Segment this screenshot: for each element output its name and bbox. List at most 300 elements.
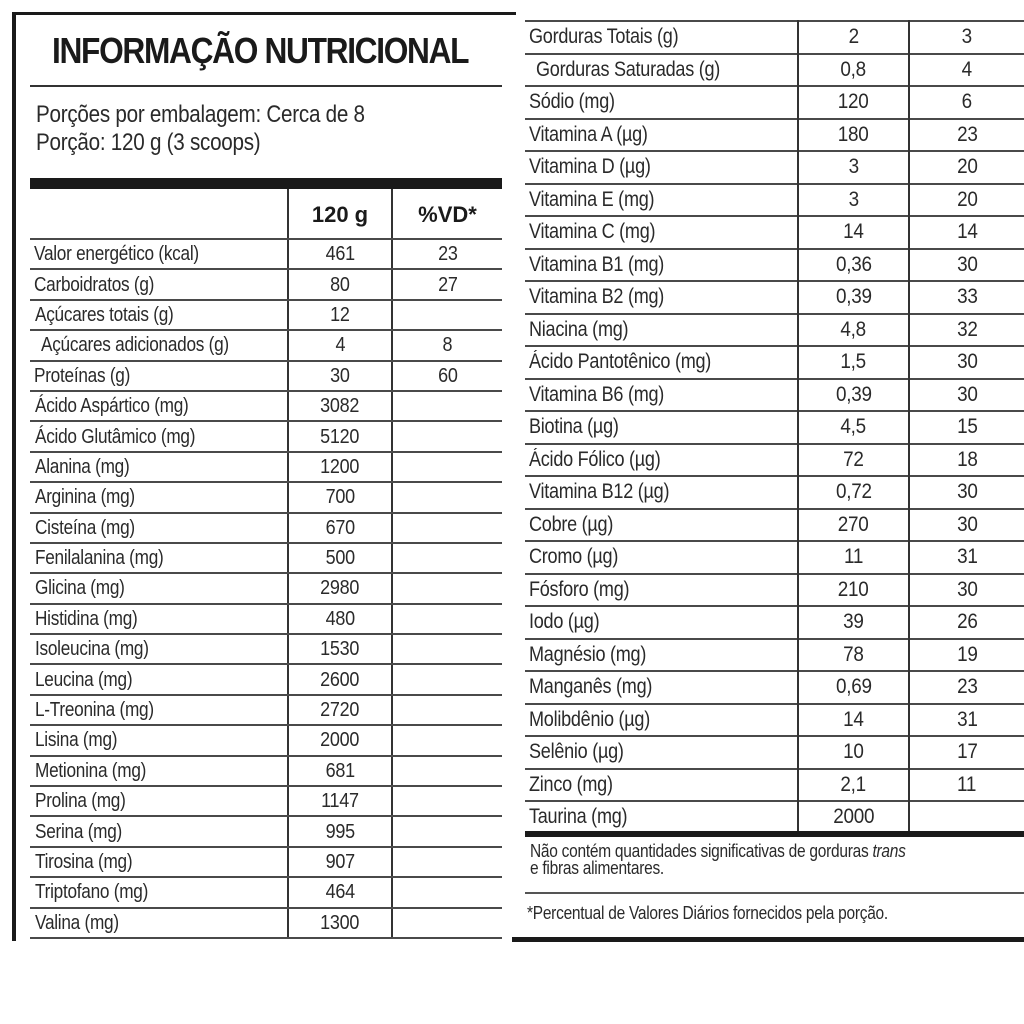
nutrient-name-cell: [30, 330, 288, 360]
nutrient-name: Fósforo (mg): [529, 577, 630, 601]
table-row: [30, 573, 502, 603]
nutrient-name-cell: [30, 786, 288, 816]
nutrient-dv: 30: [956, 350, 978, 374]
nutrient-name-cell: [30, 543, 288, 573]
nutrient-amount: 120: [838, 90, 869, 114]
nutrient-name-cell: [525, 54, 798, 87]
left-table-body: [30, 239, 502, 938]
nutrient-name-cell: [525, 346, 798, 379]
trans-fat-note: [530, 843, 906, 877]
nutrient-amount-cell: [288, 786, 392, 816]
table-row: [525, 704, 1024, 737]
nutrient-amount: 2980: [320, 577, 360, 600]
nutrition-table-right: [525, 20, 1024, 833]
nutrient-name-cell: [30, 664, 288, 694]
nutrient-amount-cell: [288, 634, 392, 664]
nutrient-dv-cell: [909, 314, 1024, 347]
nutrient-dv: 14: [956, 220, 978, 244]
nutrient-amount: 210: [838, 577, 869, 601]
nutrient-name-cell: [525, 119, 798, 152]
nutrient-amount-cell: [288, 877, 392, 907]
nutrient-amount: 0,39: [835, 382, 872, 406]
nutrient-name: Valina (mg): [35, 911, 119, 934]
nutrient-dv-cell: [909, 346, 1024, 379]
nutrient-amount-cell: [798, 54, 909, 87]
nutrient-dv: 27: [437, 273, 458, 296]
nutrient-amount: 0,72: [835, 480, 872, 504]
nutrient-name-cell: [525, 216, 798, 249]
nutrient-name: Fenilalanina (mg): [35, 547, 164, 570]
nutrient-name-cell: [525, 769, 798, 802]
nutrient-dv-cell: [392, 816, 502, 846]
nutrient-name-cell: [30, 604, 288, 634]
nutrient-name: Valor energético (kcal): [34, 243, 199, 266]
nutrient-name: Sódio (mg): [529, 90, 615, 114]
trans-fat-note-italic: trans: [872, 841, 906, 861]
table-row: [525, 379, 1024, 412]
nutrient-name: Cobre (µg): [529, 512, 614, 536]
nutrient-amount-cell: [288, 391, 392, 421]
nutrient-amount-cell: [288, 452, 392, 482]
nutrient-name-cell: [30, 482, 288, 512]
nutrient-dv: 3: [961, 25, 973, 49]
nutrient-amount-cell: [288, 361, 392, 391]
nutrient-amount-cell: [798, 21, 909, 54]
nutrient-name-cell: [30, 725, 288, 755]
left-panel-side-border: [12, 12, 16, 941]
nutrient-dv-cell: [909, 54, 1024, 87]
nutrient-name: Manganês (mg): [529, 675, 653, 699]
table-row: [30, 816, 502, 846]
nutrient-dv-cell: [909, 639, 1024, 672]
column-header-nutrient: [30, 189, 288, 239]
footnote-divider: [525, 892, 1024, 894]
table-row: [30, 269, 502, 299]
nutrient-amount-cell: [798, 249, 909, 282]
nutrient-name: Gorduras Saturadas (g): [536, 57, 721, 81]
nutrient-dv-cell: [392, 330, 502, 360]
serving-size: Porção: 120 g (3 scoops): [36, 129, 261, 156]
nutrient-amount-cell: [798, 574, 909, 607]
nutrient-dv-cell: [909, 444, 1024, 477]
table-row: [30, 330, 502, 360]
nutrient-amount: 14: [843, 220, 864, 244]
nutrient-dv-cell: [392, 756, 502, 786]
nutrient-amount-cell: [288, 269, 392, 299]
table-row: [525, 736, 1024, 769]
nutrient-name-cell: [525, 476, 798, 509]
nutrient-name-cell: [525, 249, 798, 282]
nutrient-amount: 78: [843, 642, 864, 666]
nutrient-dv-cell: [909, 606, 1024, 639]
nutrient-amount-cell: [798, 119, 909, 152]
nutrient-name: Selênio (µg): [529, 740, 624, 764]
nutrient-name: Proteínas (g): [34, 364, 131, 387]
nutrient-amount: 480: [325, 607, 355, 630]
nutrient-amount-cell: [798, 184, 909, 217]
nutrient-name: Prolina (mg): [35, 790, 126, 813]
nutrient-dv-cell: [392, 634, 502, 664]
nutrient-amount-cell: [798, 346, 909, 379]
nutrient-amount: 12: [330, 303, 350, 326]
nutrient-amount-cell: [288, 482, 392, 512]
nutrient-amount-cell: [288, 239, 392, 269]
nutrient-name: Triptofano (mg): [35, 881, 149, 904]
table-row: [525, 541, 1024, 574]
nutrient-name: Serina (mg): [35, 820, 123, 843]
nutrient-dv: 23: [956, 675, 978, 699]
nutrient-amount-cell: [288, 543, 392, 573]
nutrient-dv-cell: [909, 184, 1024, 217]
nutrient-dv: 4: [961, 57, 973, 81]
nutrient-name: Molibdênio (µg): [529, 707, 650, 731]
nutrient-name: Zinco (mg): [529, 772, 613, 796]
nutrient-name: Ácido Aspártico (mg): [35, 395, 189, 418]
nutrient-amount: 10: [843, 740, 864, 764]
nutrient-name: Iodo (µg): [529, 610, 600, 634]
nutrient-amount-cell: [798, 736, 909, 769]
nutrient-name: Ácido Fólico (µg): [529, 447, 661, 471]
nutrient-amount: 3: [848, 187, 859, 211]
table-row: [30, 513, 502, 543]
nutrient-name-cell: [525, 639, 798, 672]
nutrient-dv-cell: [392, 513, 502, 543]
nutrient-dv-cell: [392, 664, 502, 694]
nutrient-name-cell: [30, 573, 288, 603]
nutrient-dv-cell: [909, 119, 1024, 152]
nutrient-name: Tirosina (mg): [35, 851, 133, 873]
nutrient-dv-cell: [392, 877, 502, 907]
nutrient-amount: 461: [325, 243, 355, 266]
nutrient-amount: 0,39: [835, 285, 872, 309]
nutrition-table-left: [30, 189, 502, 939]
nutrient-amount-cell: [798, 314, 909, 347]
nutrient-dv-cell: [909, 801, 1024, 833]
nutrient-dv-cell: [392, 725, 502, 755]
title-divider: [30, 85, 502, 87]
nutrient-amount-cell: [288, 330, 392, 360]
nutrient-name: Biotina (µg): [529, 415, 619, 439]
nutrient-dv-cell: [909, 509, 1024, 542]
table-row: [525, 54, 1024, 87]
nutrient-amount-cell: [288, 847, 392, 877]
nutrient-name-cell: [30, 239, 288, 269]
nutrient-amount: 11: [843, 545, 864, 569]
nutrient-dv: 31: [956, 707, 978, 731]
header-thick-bar: [30, 178, 502, 189]
table-row: [525, 216, 1024, 249]
nutrient-amount: 500: [325, 547, 355, 570]
nutrient-dv-cell: [392, 786, 502, 816]
nutrient-amount: 0,69: [835, 675, 872, 699]
nutrient-amount-cell: [798, 411, 909, 444]
nutrient-dv: 33: [956, 285, 978, 309]
nutrient-amount-cell: [288, 816, 392, 846]
nutrient-amount: 1,5: [840, 350, 867, 374]
nutrient-name-cell: [30, 391, 288, 421]
nutrient-dv-cell: [392, 482, 502, 512]
table-row: [30, 725, 502, 755]
table-row: [30, 847, 502, 877]
table-row: [525, 119, 1024, 152]
nutrient-amount-cell: [798, 86, 909, 119]
nutrient-dv-cell: [392, 452, 502, 482]
nutrient-dv: 20: [956, 155, 978, 179]
nutrient-dv-cell: [909, 151, 1024, 184]
nutrient-amount: 270: [838, 512, 869, 536]
nutrient-name: Vitamina B1 (mg): [529, 252, 665, 276]
nutrient-name: Ácido Glutâmico (mg): [35, 425, 196, 448]
nutrient-amount-cell: [288, 695, 392, 725]
table-row: [30, 756, 502, 786]
nutrient-amount-cell: [288, 664, 392, 694]
table-row: [30, 604, 502, 634]
nutrient-amount-cell: [798, 151, 909, 184]
nutrient-name: Vitamina A (µg): [529, 122, 648, 146]
table-row: [30, 786, 502, 816]
nutrient-name: Ácido Pantotênico (mg): [529, 350, 712, 374]
table-row: [30, 543, 502, 573]
nutrient-amount: 1530: [320, 638, 360, 661]
nutrient-amount-cell: [798, 704, 909, 737]
nutrient-dv: 31: [956, 545, 978, 569]
table-row: [30, 908, 502, 938]
nutrient-dv-cell: [909, 541, 1024, 574]
nutrient-name-cell: [525, 86, 798, 119]
nutrient-amount-cell: [798, 281, 909, 314]
nutrient-amount: 4: [335, 334, 345, 357]
nutrient-name: Cromo (µg): [529, 545, 619, 569]
nutrient-name-cell: [30, 452, 288, 482]
nutrient-name-cell: [525, 671, 798, 704]
table-row: [30, 664, 502, 694]
table-row: [525, 21, 1024, 54]
nutrient-amount: 1200: [320, 455, 360, 478]
nutrient-name: Vitamina C (mg): [529, 220, 656, 244]
table-row: [525, 249, 1024, 282]
table-row: [525, 281, 1024, 314]
table-row: [525, 151, 1024, 184]
nutrient-amount-cell: [798, 639, 909, 672]
nutrient-amount: 670: [325, 516, 355, 539]
nutrient-dv-cell: [909, 21, 1024, 54]
nutrient-name-cell: [525, 444, 798, 477]
nutrient-name: Taurina (mg): [529, 805, 628, 829]
nutrient-dv: 30: [956, 480, 978, 504]
trans-fat-note-prefix: Não contém quantidades significativas de gorduras: [530, 841, 873, 861]
table-row: [30, 452, 502, 482]
nutrient-dv: 30: [956, 577, 978, 601]
table-row: [30, 391, 502, 421]
nutrient-name-cell: [525, 606, 798, 639]
nutrient-name: Arginina (mg): [35, 486, 135, 509]
nutrient-amount: 700: [325, 486, 355, 509]
nutrient-amount: 2000: [833, 805, 874, 829]
table-row: [525, 639, 1024, 672]
trans-fat-note-line2: e fibras alimentares.: [530, 858, 664, 878]
servings-per-package: Porções por embalagem: Cerca de 8: [36, 101, 365, 128]
nutrient-dv: 15: [956, 415, 978, 439]
table-row: [525, 671, 1024, 704]
table-row: [525, 476, 1024, 509]
nutrient-amount-cell: [288, 725, 392, 755]
table-row: [30, 239, 502, 269]
nutrient-name: Vitamina B6 (mg): [529, 382, 665, 406]
nutrient-amount: 1147: [321, 790, 359, 813]
nutrient-name-cell: [30, 634, 288, 664]
nutrient-dv-cell: [392, 300, 502, 330]
nutrient-name-cell: [30, 816, 288, 846]
nutrient-name: Glicina (mg): [35, 577, 125, 600]
nutrient-amount: 4,8: [840, 317, 867, 341]
nutrient-name-cell: [525, 281, 798, 314]
nutrient-amount: 2000: [320, 729, 360, 752]
nutrient-amount: 3082: [320, 395, 360, 418]
nutrient-dv-cell: [909, 411, 1024, 444]
nutrient-dv-cell: [909, 216, 1024, 249]
nutrient-name-cell: [30, 847, 288, 877]
nutrient-dv-cell: [909, 86, 1024, 119]
nutrient-name-cell: [525, 801, 798, 833]
nutrient-name: Metionina (mg): [35, 759, 147, 782]
nutrient-dv-cell: [909, 379, 1024, 412]
nutrient-dv: 18: [956, 447, 978, 471]
nutrient-amount: 3: [848, 155, 859, 179]
nutrient-amount: 5120: [320, 425, 360, 448]
nutrient-dv: 20: [956, 187, 978, 211]
nutrient-name: Cisteína (mg): [35, 516, 135, 539]
nutrient-dv: 30: [956, 252, 978, 276]
nutrient-dv-cell: [909, 476, 1024, 509]
nutrient-amount-cell: [798, 606, 909, 639]
nutrient-amount-cell: [798, 509, 909, 542]
nutrient-dv-cell: [392, 908, 502, 938]
table-row: [525, 801, 1024, 833]
column-header-dv: %VD*: [392, 189, 502, 239]
nutrient-amount-cell: [798, 769, 909, 802]
nutrient-dv-cell: [392, 604, 502, 634]
nutrient-name-cell: [525, 21, 798, 54]
nutrient-dv-cell: [392, 695, 502, 725]
nutrient-name: Vitamina B2 (mg): [529, 285, 665, 309]
nutrient-name-cell: [525, 151, 798, 184]
nutrient-amount-cell: [288, 513, 392, 543]
nutrient-amount-cell: [288, 604, 392, 634]
nutrient-amount: 2,1: [840, 772, 867, 796]
nutrient-amount-cell: [288, 573, 392, 603]
nutrient-amount: 2: [848, 25, 859, 49]
table-row: [525, 574, 1024, 607]
nutrient-dv: 19: [956, 642, 978, 666]
table-row: [525, 411, 1024, 444]
nutrient-dv: 32: [956, 317, 978, 341]
nutrient-amount-cell: [798, 444, 909, 477]
nutrient-amount-cell: [798, 476, 909, 509]
table-row: [30, 421, 502, 451]
nutrient-dv-cell: [392, 543, 502, 573]
nutrient-name: L-Treonina (mg): [35, 699, 154, 722]
nutrient-dv: 17: [956, 740, 978, 764]
nutrient-dv: 8: [442, 334, 453, 357]
nutrient-amount: 39: [843, 610, 864, 634]
nutrient-name-cell: [525, 184, 798, 217]
nutrient-name-cell: [30, 908, 288, 938]
nutrient-name: Vitamina B12 (µg): [529, 480, 670, 504]
nutrient-dv-cell: [392, 573, 502, 603]
nutrient-name-cell: [30, 513, 288, 543]
nutrient-amount: 995: [325, 820, 355, 843]
table-row: [30, 634, 502, 664]
nutrient-name: Histidina (mg): [35, 607, 138, 630]
nutrient-amount: 0,8: [840, 57, 867, 81]
nutrient-name-cell: [30, 421, 288, 451]
right-table-body: [525, 21, 1024, 833]
nutrient-amount: 72: [843, 447, 864, 471]
nutrient-dv-cell: [909, 704, 1024, 737]
nutrient-dv: 23: [437, 243, 458, 266]
nutrient-dv: 6: [961, 90, 973, 114]
nutrient-amount: 2720: [320, 699, 360, 722]
nutrient-dv-cell: [909, 281, 1024, 314]
daily-value-note: *Percentual de Valores Diários fornecidos pela porção.: [527, 903, 888, 923]
nutrient-dv: 30: [956, 512, 978, 536]
nutrient-amount: 907: [325, 851, 355, 873]
nutrient-name-cell: [525, 411, 798, 444]
nutrient-name-cell: [525, 379, 798, 412]
nutrient-dv: 60: [437, 364, 458, 387]
nutrient-amount: 80: [330, 273, 350, 296]
nutrient-amount-cell: [798, 379, 909, 412]
nutrient-name: Magnésio (mg): [529, 642, 647, 666]
table-row: [525, 769, 1024, 802]
nutrient-amount: 1300: [320, 911, 360, 934]
nutrient-name-cell: [525, 574, 798, 607]
nutrient-amount-cell: [798, 541, 909, 574]
nutrient-dv-cell: [392, 421, 502, 451]
nutrient-name: Leucina (mg): [35, 668, 133, 691]
nutrient-name-cell: [525, 509, 798, 542]
table-row: [525, 86, 1024, 119]
table-row: [30, 361, 502, 391]
nutrient-dv-cell: [392, 269, 502, 299]
nutrient-amount-cell: [288, 421, 392, 451]
nutrient-amount: 464: [325, 881, 355, 904]
nutrient-amount: 30: [330, 364, 350, 387]
nutrient-name-cell: [30, 269, 288, 299]
nutrient-name: Vitamina E (mg): [529, 187, 655, 211]
nutrient-dv-cell: [392, 361, 502, 391]
nutrient-dv: 11: [957, 772, 977, 796]
nutrient-name: Isoleucina (mg): [35, 638, 149, 661]
nutrient-name: Carboidratos (g): [34, 273, 155, 296]
nutrient-amount-cell: [798, 801, 909, 833]
nutrient-amount: 180: [838, 122, 869, 146]
table-row: [525, 184, 1024, 217]
nutrient-name-cell: [30, 695, 288, 725]
nutrient-name: Vitamina D (µg): [529, 155, 651, 179]
left-panel-top-border: [13, 12, 516, 15]
table-row: [525, 606, 1024, 639]
nutrient-name-cell: [525, 541, 798, 574]
nutrient-name-cell: [30, 877, 288, 907]
nutrient-dv-cell: [909, 671, 1024, 704]
nutrient-dv-cell: [909, 769, 1024, 802]
nutrient-amount-cell: [798, 216, 909, 249]
nutrient-amount: 681: [325, 759, 355, 782]
table-row: [30, 482, 502, 512]
table-row: [525, 346, 1024, 379]
table-row: [525, 314, 1024, 347]
